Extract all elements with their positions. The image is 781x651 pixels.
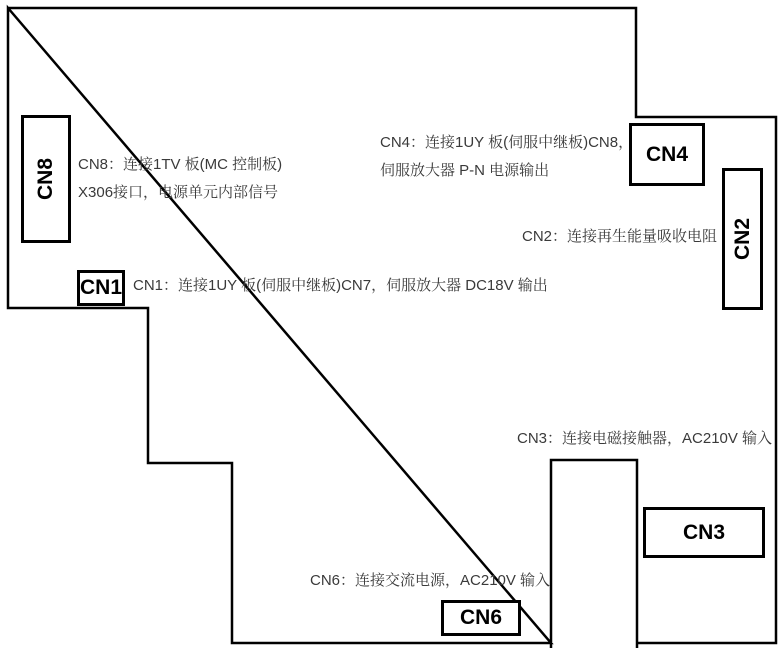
cn2-description bbox=[522, 226, 717, 248]
cn6-description-line1: CN6：连接交流电源，AC210V 输入 bbox=[310, 572, 551, 589]
cn8-description bbox=[78, 151, 282, 207]
connector-cn8-label: CN8 bbox=[33, 157, 57, 201]
cn4-description bbox=[380, 129, 633, 185]
cn3-description-line1: CN3：连接电磁接触器，AC210V 输入 bbox=[517, 430, 773, 447]
connector-cn6 bbox=[441, 600, 521, 636]
cn2-description-line1: CN2：连接再生能量吸收电阻 bbox=[522, 228, 718, 245]
cn4-description-line1: CN4：连接1UY 板(伺服中继板)CN8， bbox=[380, 134, 634, 151]
connector-cn8 bbox=[21, 115, 71, 243]
cn1-description-line1: CN1：连接1UY 板(伺服中继板)CN7，伺服放大器 DC18V 输出 bbox=[133, 277, 548, 294]
connector-cn1 bbox=[77, 270, 125, 306]
connector-cn2 bbox=[722, 168, 763, 310]
connector-cn6-label: CN6 bbox=[459, 606, 502, 629]
cn1-description bbox=[133, 275, 548, 297]
connector-cn2-label: CN2 bbox=[730, 217, 754, 261]
cn6-description bbox=[310, 570, 550, 592]
cn8-description-line2: X306接口，电源单元内部信号 bbox=[78, 184, 279, 201]
cn8-description-line1: CN8：连接1TV 板(MC 控制板) bbox=[78, 156, 283, 173]
cn4-description-line2: 伺服放大器 P-N 电源输出 bbox=[380, 162, 550, 179]
connector-cn3-label: CN3 bbox=[682, 520, 725, 544]
cn3-description bbox=[517, 428, 772, 450]
connector-cn1-label: CN1 bbox=[80, 276, 123, 299]
connector-cn3 bbox=[643, 507, 765, 558]
connector-cn4 bbox=[629, 123, 705, 186]
connector-cn4-label: CN4 bbox=[645, 142, 688, 166]
